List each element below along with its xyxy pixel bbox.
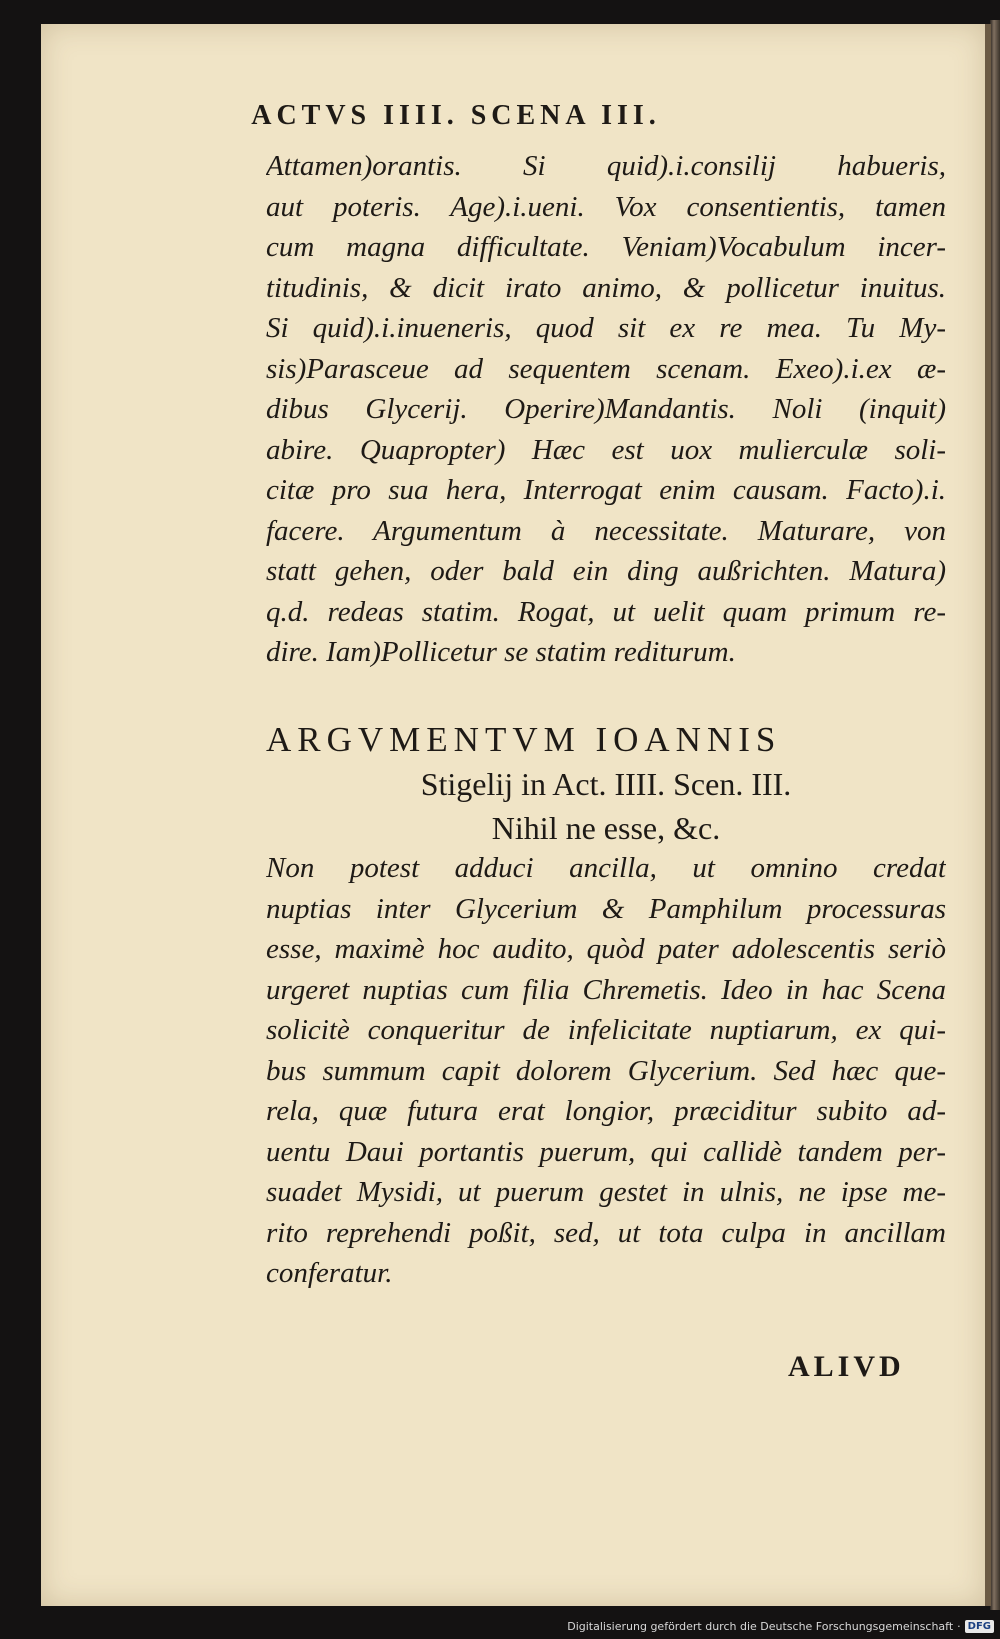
text-line: sis)Parasceue ad sequentem scenam. Exeo).i.ex æ- (266, 352, 946, 385)
text-line: Non potest adduci ancilla, ut omnino credat (266, 852, 946, 884)
text-line: rela, quæ futura erat longior, præciditur subito ad- (266, 1095, 946, 1127)
text-line: solicitè conqueritur de infelicitate nuptiarum, ex qui- (266, 1014, 946, 1046)
text-line: uentu Daui portantis puerum, qui callidè tandem per- (266, 1135, 946, 1168)
text-line: suadet Mysidi, ut puerum gestet in ulnis, ne ipse me- (266, 1176, 946, 1208)
commentary-text (266, 146, 946, 673)
text-line: facere. Argumentum à necessitate. Maturare, von (266, 514, 946, 547)
text-line: urgeret nuptias cum filia Chremetis. Ideo in hac Scena (266, 973, 946, 1006)
text-line: dire. Iam)Pollicetur se statim rediturum. (266, 636, 736, 668)
text-line: esse, maximè hoc audito, quòd pater adolescentis seriò (266, 933, 946, 965)
text-line: dibus Glycerij. Operire)Mandantis. Noli (inquit) (266, 393, 946, 425)
dfg-logo-icon: DFG (965, 1620, 994, 1633)
catchword: ALIVD (788, 1350, 905, 1383)
text-line: titudinis, & dicit irato animo, & pollicetur inuitus. (266, 271, 946, 304)
running-header: ACTVS IIII. SCENA III. (251, 100, 661, 131)
text-line: statt gehen, oder bald ein ding außrichten. Matura) (266, 555, 946, 587)
text-line: bus summum capit dolorem Glycerium. Sed hæc que- (266, 1054, 946, 1087)
text-line: cum magna difficultate. Veniam)Vocabulum incer- (266, 231, 946, 263)
text-line: Attamen)orantis. Si quid).i.consilij habueris, (266, 150, 946, 182)
argument-title-line3: Nihil ne esse, &c. (491, 810, 721, 846)
text-line: aut poteris. Age).i.ueni. Vox consentientis, tamen (266, 190, 946, 223)
footer-text: Digitalisierung gefördert durch die Deutsche Forschungsgemeinschaft (567, 1619, 954, 1633)
text-line: abire. Quapropter) Hæc est uox mulierculæ soli- (266, 433, 946, 466)
text-line: citæ pro sua hera, Interrogat enim causam. Facto).i. (266, 474, 946, 506)
book-edge (990, 20, 1000, 1610)
argument-heading (266, 718, 946, 850)
digitization-footer: Digitalisierung gefördert durch die Deutsche Forschungsgemeinschaft · DFG (567, 1615, 994, 1637)
argument-text (266, 848, 946, 1294)
argument-title-line2: Stigelij in Act. IIII. Scen. III. (420, 766, 792, 802)
text-line: nuptias inter Glycerium & Pamphilum processuras (266, 892, 946, 925)
text-line: rito reprehendi poßit, sed, ut tota culpa in ancillam (266, 1216, 946, 1249)
text-line: Si quid).i.inueneris, quod sit ex re mea. Tu My- (266, 312, 946, 344)
text-line: conferatur. (266, 1257, 393, 1289)
argument-title-line1: ARGVMENTVM IOANNIS (266, 720, 782, 759)
text-line: q.d. redeas statim. Rogat, ut uelit quam primum re- (266, 595, 946, 628)
